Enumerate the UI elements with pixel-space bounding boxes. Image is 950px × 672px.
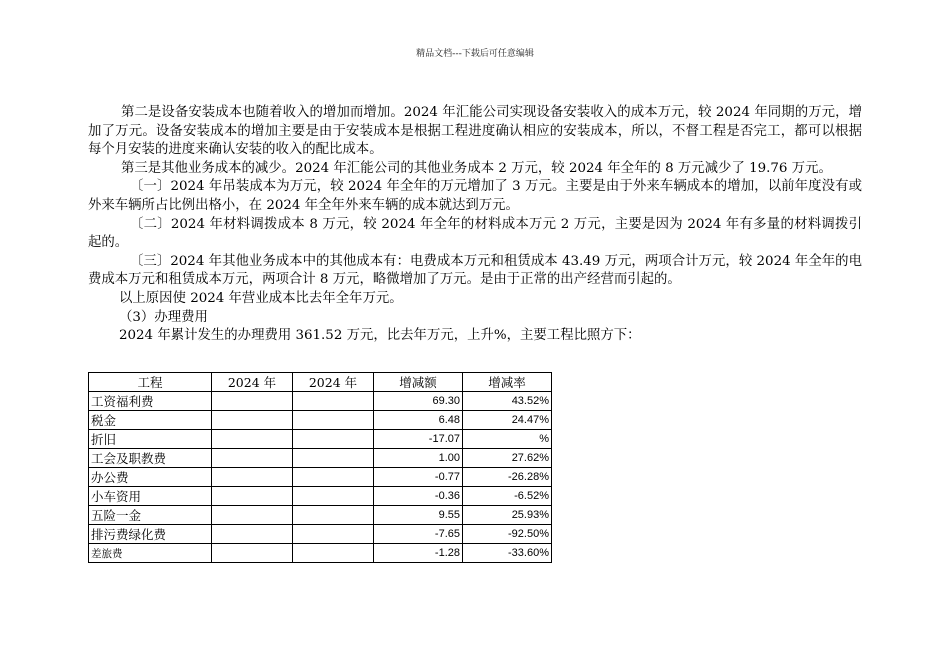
row-year-b <box>293 392 374 411</box>
row-item: 折旧 <box>89 430 212 449</box>
table-header-row <box>89 373 552 392</box>
paragraph-material-cost: 〔二〕2024 年材料调拨成本 8 万元，较 2024 年全年的材料成本万元 2 万元，主要是因为 2024 年有多量的材料调拨引起的。 <box>88 216 862 251</box>
row-year-a <box>212 544 293 563</box>
row-rate: 24.47% <box>463 411 552 430</box>
paragraph-admin-expense: 2024 年累计发生的办理费用 361.52 万元，比去年万元，上升%，主要工程比照方下： <box>119 328 641 344</box>
row-rate: 43.52% <box>463 392 552 411</box>
row-year-a <box>212 468 293 487</box>
row-change: -0.77 <box>374 468 463 487</box>
row-year-b <box>293 544 374 563</box>
row-year-a <box>212 392 293 411</box>
paragraph-other-cost: 〔三〕2024 年其他业务成本中的其他成本有：电费成本万元和租赁成本 43.49 万元，两项合计万元，较 2024 年全年的电费成本万元和租赁成本万元，两项合计 8 万元，略微增加了万元。是由于正常的出产经营而引起的。 <box>88 253 862 288</box>
row-change: 9.55 <box>374 506 463 525</box>
header-year-a: 2024 年 <box>212 373 293 392</box>
header-change: 增减额 <box>374 373 463 392</box>
row-year-b <box>293 487 374 506</box>
header-rate: 增减率 <box>463 373 552 392</box>
row-change: -0.36 <box>374 487 463 506</box>
admin-expense-table <box>88 372 552 563</box>
table-row <box>89 392 552 411</box>
row-rate: -33.60% <box>463 544 552 563</box>
row-rate: 27.62% <box>463 449 552 468</box>
row-change: 1.00 <box>374 449 463 468</box>
row-item: 工会及职教费 <box>89 449 212 468</box>
row-change: -1.28 <box>374 544 463 563</box>
row-rate: % <box>463 430 552 449</box>
header-year-b: 2024 年 <box>293 373 374 392</box>
row-year-a <box>212 525 293 544</box>
row-item: 五险一金 <box>89 506 212 525</box>
table-row <box>89 449 552 468</box>
row-year-b <box>293 506 374 525</box>
row-year-b <box>293 430 374 449</box>
row-item: 小车资用 <box>89 487 212 506</box>
row-change: -17.07 <box>374 430 463 449</box>
document-body <box>88 104 862 346</box>
row-change: -7.65 <box>374 525 463 544</box>
row-year-a <box>212 430 293 449</box>
table-row <box>89 411 552 430</box>
row-item: 排污费绿化费 <box>89 525 212 544</box>
table-row <box>89 544 552 563</box>
table-row <box>89 487 552 506</box>
row-change: 69.30 <box>374 392 463 411</box>
page-header: 精品文档---下载后可任意编辑 <box>416 49 534 59</box>
row-year-a <box>212 506 293 525</box>
row-item: 税金 <box>89 411 212 430</box>
row-year-b <box>293 525 374 544</box>
header-item: 工程 <box>89 373 212 392</box>
paragraph-other-business-cost: 第三是其他业务成本的减少。2024 年汇能公司的其他业务成本 2 万元，较 2024 年全年的 8 万元减少了 19.76 万元。 <box>121 160 832 176</box>
paragraph-hoisting-cost: 〔一〕2024 年吊装成本为万元，较 2024 年全年的万元增加了 3 万元。主要是由于外来车辆成本的增加，以前年度没有或外来车辆所占比例出格小，在 2024 年全年外来车辆的成本就达到万元。 <box>88 179 862 213</box>
paragraph-summary: 以上原因使 2024 年营业成本比去年全年万元。 <box>119 290 403 306</box>
row-item: 差旅费 <box>89 544 212 563</box>
row-change: 6.48 <box>374 411 463 430</box>
row-year-b <box>293 449 374 468</box>
row-rate: 25.93% <box>463 506 552 525</box>
table-row <box>89 506 552 525</box>
row-item: 办公费 <box>89 468 212 487</box>
table-row <box>89 430 552 449</box>
row-rate: -26.28% <box>463 468 552 487</box>
row-year-b <box>293 468 374 487</box>
row-year-b <box>293 411 374 430</box>
row-item: 工资福利费 <box>89 392 212 411</box>
table-row <box>89 525 552 544</box>
row-rate: -6.52% <box>463 487 552 506</box>
table-row <box>89 468 552 487</box>
section-heading-admin-expense: （3）办理费用 <box>119 309 208 325</box>
row-year-a <box>212 449 293 468</box>
paragraph-installation-cost: 第二是设备安装成本也随着收入的增加而增加。2024 年汇能公司实现设备安装收入的成本万元，较 2024 年同期的万元，增加了万元。设备安装成本的增加主要是由于安装成本是根据工程进度确认相应的安装成本，所以，不督工程是否完工，都可以根据每个月安装的进度来确认安装的收入的配比成本。 <box>88 105 862 158</box>
row-rate: -92.50% <box>463 525 552 544</box>
row-year-a <box>212 411 293 430</box>
row-year-a <box>212 487 293 506</box>
